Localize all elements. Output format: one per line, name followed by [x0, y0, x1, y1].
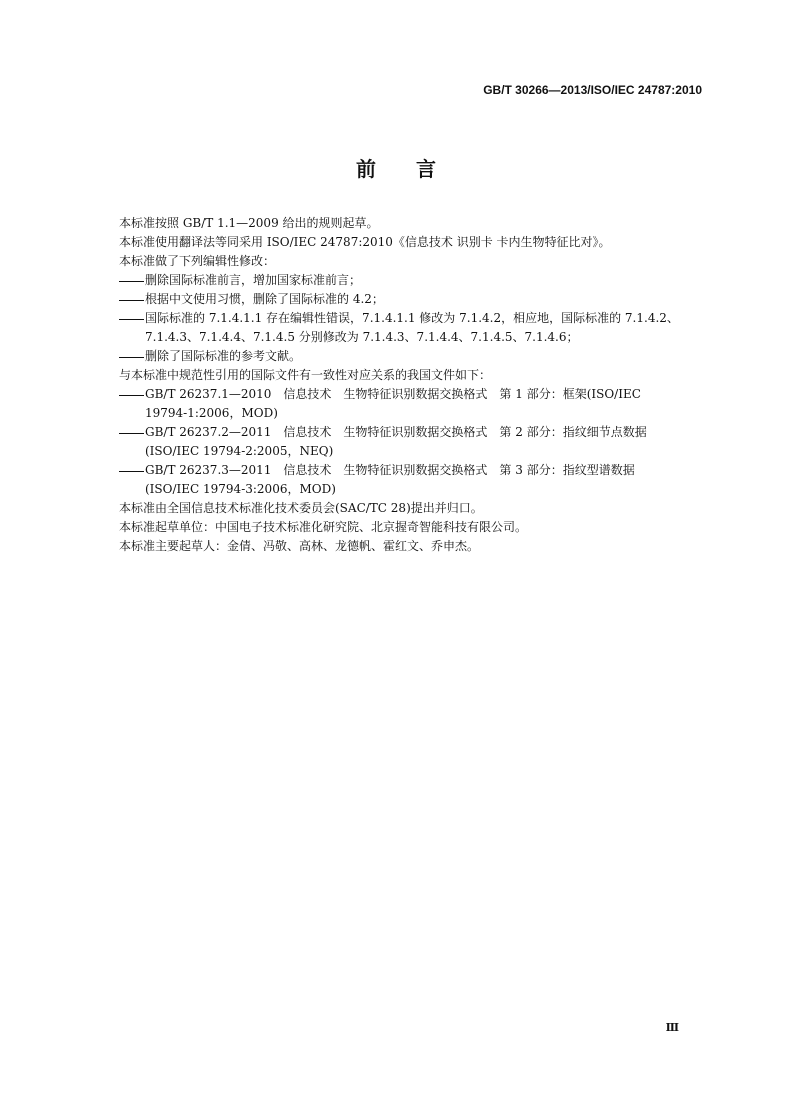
- line-text: 国际标准的 7.1.4.1.1 存在编辑性错误，7.1.4.1.1 修改为 7.1.4.2，相应地，国际标准的 7.1.4.2、: [145, 311, 679, 325]
- line-text: (ISO/IEC 19794-2:2005，NEQ): [145, 444, 334, 458]
- line-text: 与本标准中规范性引用的国际文件有一致性对应关系的我国文件如下：: [119, 368, 492, 382]
- dash-list-item: [119, 290, 709, 309]
- line-text: 本标准使用翻译法等同采用 ISO/IEC 24787:2010《信息技术 识别卡 卡内生物特征比对》。: [119, 235, 611, 249]
- em-dash-bullet: [119, 309, 145, 328]
- line-text: (ISO/IEC 19794-3:2006，MOD): [145, 482, 336, 496]
- list-item-continuation: [119, 480, 709, 499]
- dash-list-item: [119, 423, 709, 442]
- paragraph-line: [119, 252, 709, 271]
- line-text: 根据中文使用习惯，删除了国际标准的 4.2；: [145, 292, 384, 306]
- page-title: 前 言: [356, 157, 436, 181]
- line-text: 本标准按照 GB/T 1.1—2009 给出的规则起草。: [119, 216, 379, 230]
- dash-list-item: [119, 271, 709, 290]
- em-dash-bullet: [119, 385, 145, 404]
- line-text: 本标准做了下列编辑性修改：: [119, 254, 276, 268]
- paragraph-line: [119, 499, 709, 518]
- paragraph-line: [119, 214, 709, 233]
- paragraph-line: [119, 518, 709, 537]
- em-dash-bullet: [119, 461, 145, 480]
- standard-code-header: GB/T 30266—2013/ISO/IEC 24787:2010: [483, 83, 702, 97]
- page-number: Ⅲ: [665, 1021, 679, 1034]
- line-text: 19794-1:2006，MOD): [145, 406, 278, 420]
- em-dash-bullet: [119, 423, 145, 442]
- em-dash-bullet: [119, 347, 145, 366]
- line-text: 删除国际标准前言，增加国家标准前言；: [145, 273, 362, 287]
- line-text: GB/T 26237.2—2011 信息技术 生物特征识别数据交换格式 第 2 部分：指纹细节点数据: [145, 425, 647, 439]
- dash-list-item: [119, 461, 709, 480]
- foreword-body: [119, 214, 709, 556]
- list-item-continuation: [119, 328, 709, 347]
- line-text: 7.1.4.3、7.1.4.4、7.1.4.5 分别修改为 7.1.4.3、7.1.4.4、7.1.4.5、7.1.4.6；: [145, 330, 579, 344]
- em-dash-bullet: [119, 271, 145, 290]
- line-text: GB/T 26237.3—2011 信息技术 生物特征识别数据交换格式 第 3 部分：指纹型谱数据: [145, 463, 635, 477]
- em-dash-bullet: [119, 290, 145, 309]
- paragraph-line: [119, 366, 709, 385]
- paragraph-line: [119, 233, 709, 252]
- line-text: 本标准起草单位：中国电子技术标准化研究院、北京握奇智能科技有限公司。: [119, 520, 528, 534]
- line-text: 本标准由全国信息技术标准化技术委员会(SAC/TC 28)提出并归口。: [119, 501, 483, 515]
- list-item-continuation: [119, 404, 709, 423]
- line-text: GB/T 26237.1—2010 信息技术 生物特征识别数据交换格式 第 1 部分：框架(ISO/IEC: [145, 387, 641, 401]
- line-text: 删除了国际标准的参考文献。: [145, 349, 302, 363]
- dash-list-item: [119, 309, 709, 328]
- line-text: 本标准主要起草人：金倩、冯敬、高林、龙德帆、霍红文、乔申杰。: [119, 539, 480, 553]
- paragraph-line: [119, 537, 709, 556]
- dash-list-item: [119, 385, 709, 404]
- dash-list-item: [119, 347, 709, 366]
- list-item-continuation: [119, 442, 709, 461]
